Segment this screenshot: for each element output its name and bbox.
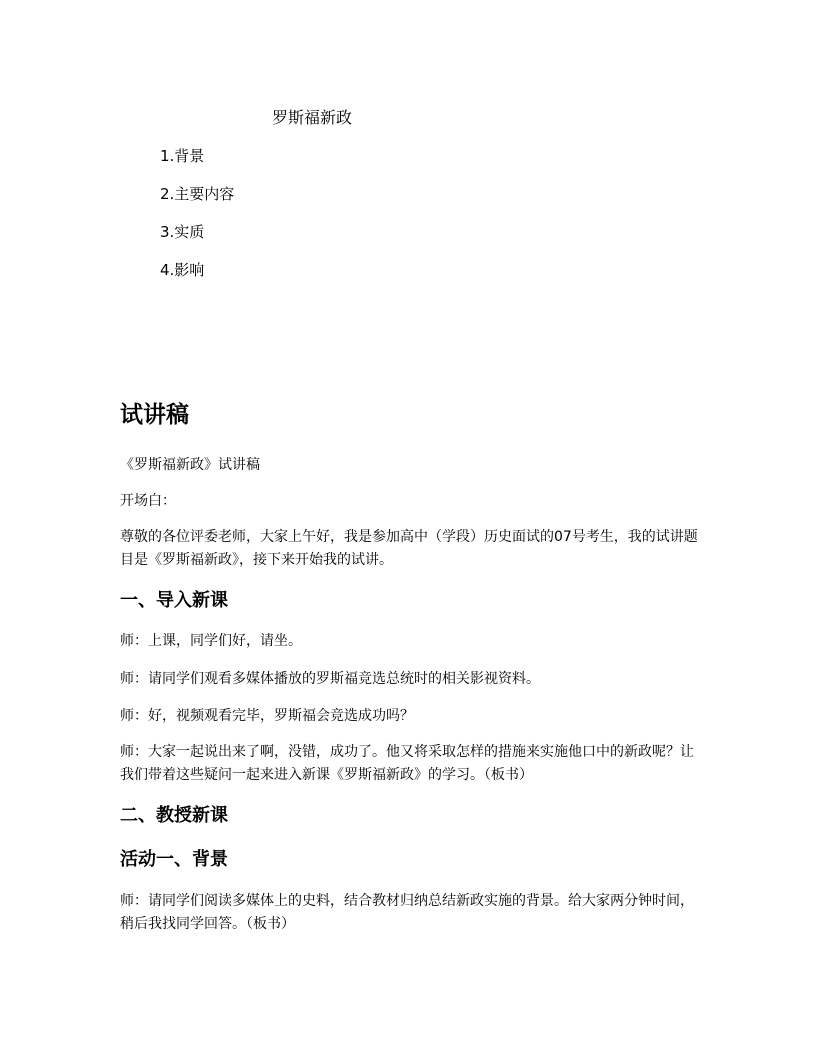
board-title: 罗斯福新政	[272, 108, 353, 127]
intro-paragraph-2: 师：请同学们观看多媒体播放的罗斯福竞选总统时的相关影视资料。	[120, 671, 540, 687]
activity-heading-background: 活动一、背景	[120, 849, 228, 870]
outline-item-impact: 4.影响	[160, 261, 205, 279]
board-outline	[160, 146, 234, 298]
outline-item-main-content: 2.主要内容	[160, 185, 235, 203]
outline-item-essence: 3.实质	[160, 223, 205, 241]
document-heading: 试讲稿	[120, 402, 189, 428]
activity-paragraph-1: 师：请同学们阅读多媒体上的史料，结合教材归纳总结新政实施的背景。给大家两分钟时间，稍后我找同学回答。（板书）	[120, 893, 694, 932]
intro-paragraph-3: 师：好，视频观看完毕，罗斯福会竞选成功吗？	[120, 708, 414, 724]
section-heading-intro: 一、导入新课	[120, 590, 228, 611]
intro-paragraph-1: 师：上课，同学们好，请坐。	[120, 633, 302, 649]
outline-item-background: 1.背景	[160, 147, 205, 165]
document-subtitle: 《罗斯福新政》试讲稿	[120, 457, 260, 473]
intro-paragraph-4: 师：大家一起说出来了啊，没错，成功了。他又将采取怎样的措施来实施他口中的新政呢？让我们带着这些疑问一起来进入新课《罗斯福新政》的学习。（板书）	[120, 744, 694, 783]
opening-label: 开场白：	[120, 493, 176, 509]
opening-paragraph: 尊敬的各位评委老师，大家上午好，我是参加高中（学段）历史面试的07号考生，我的试讲题目是《罗斯福新政》，接下来开始我的试讲。	[120, 529, 698, 568]
section-heading-teaching: 二、教授新课	[120, 805, 228, 826]
